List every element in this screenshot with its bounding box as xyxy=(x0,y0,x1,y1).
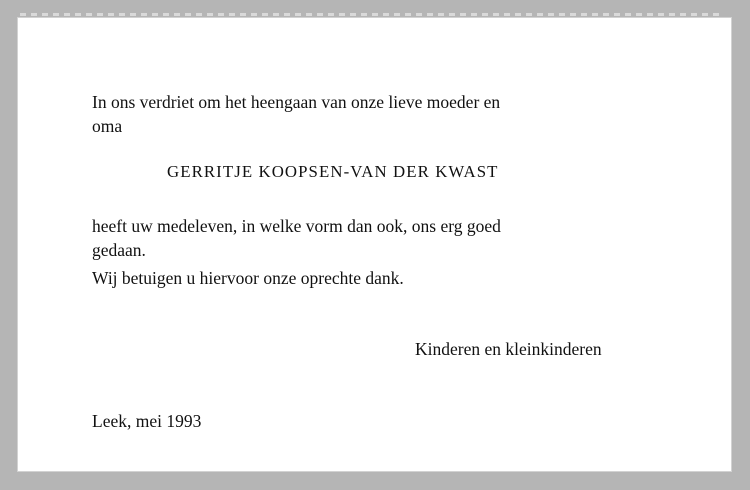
body-line-1: heeft uw medeleven, in welke vorm dan ook, ons erg goed xyxy=(92,216,501,236)
deceased-name: GERRITJE KOOPSEN-VAN DER KWAST xyxy=(167,162,499,181)
thank-you-card xyxy=(17,17,732,472)
opening-line-2: oma xyxy=(92,116,123,136)
thanks-line: Wij betuigen u hiervoor onze oprechte dank. xyxy=(92,268,404,288)
place-date: Leek, mei 1993 xyxy=(92,411,202,431)
body-line-2: gedaan. xyxy=(92,240,146,260)
signature: Kinderen en kleinkinderen xyxy=(415,339,602,359)
opening-line-1: In ons verdriet om het heengaan van onze lieve moeder en xyxy=(92,92,501,112)
scan-edge-artifact xyxy=(20,13,720,16)
